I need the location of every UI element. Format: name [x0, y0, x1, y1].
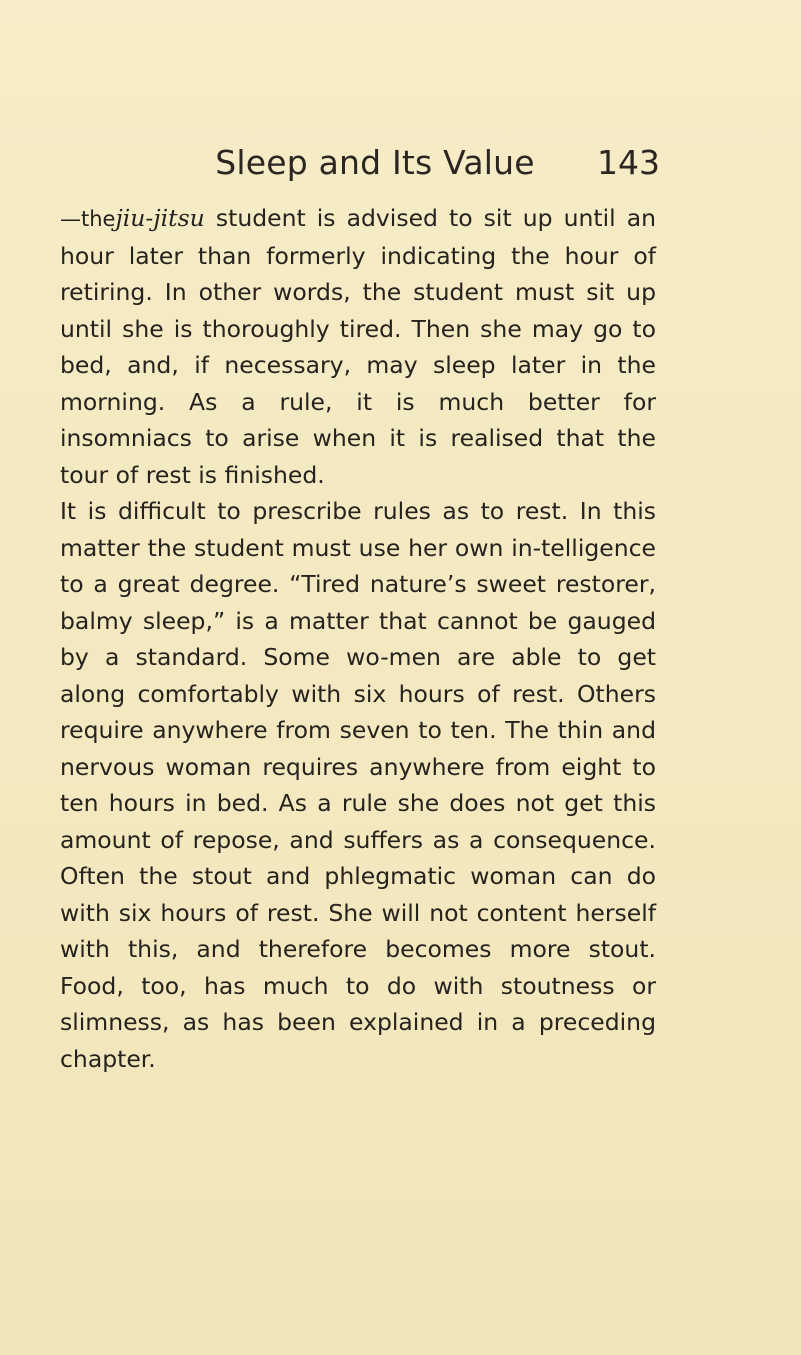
running-head — [140, 143, 660, 193]
paragraph-2: It is difficult to prescribe rules as to rest. In this matter the student must use her own in-telligence to a great degree. “Tired nature’s sweet restorer, balmy sleep,” is a matter that cannot be gauged by a standard. Some wo-men are able to get along comfortably with six hours of rest. Others require anywhere from seven to ten. The thin and nervous woman requires anywhere from eight to ten hours in bed. As a rule she does not get this amount of repose, and suffers as a consequence. Often the stout and phlegmatic woman can do with six hours of rest. She will not content herself with this, and therefore becomes more stout. Food, too, has much to do with stoutness or slimness, as has been explained in a preceding chapter. — [60, 497, 656, 1073]
page-number: 143 — [597, 143, 660, 182]
paragraph-1-text: student is advised to sit up until an hour later than formerly indicating the hour of retiring. In other words, the student must sit up until she is thoroughly tired. Then she may go to bed, and, if necessary, may sleep later in the morning. As a rule, it is much better for insomniacs to arise when it is realised that the tour of rest is finished. — [60, 204, 656, 489]
body-text — [60, 200, 656, 1077]
paragraph-1-lead: —the — [60, 207, 116, 231]
paragraph-1 — [60, 200, 656, 493]
page-title: Sleep and Its Value — [215, 143, 535, 182]
paragraph-1-italic-term: jiu-jitsu — [115, 204, 205, 232]
